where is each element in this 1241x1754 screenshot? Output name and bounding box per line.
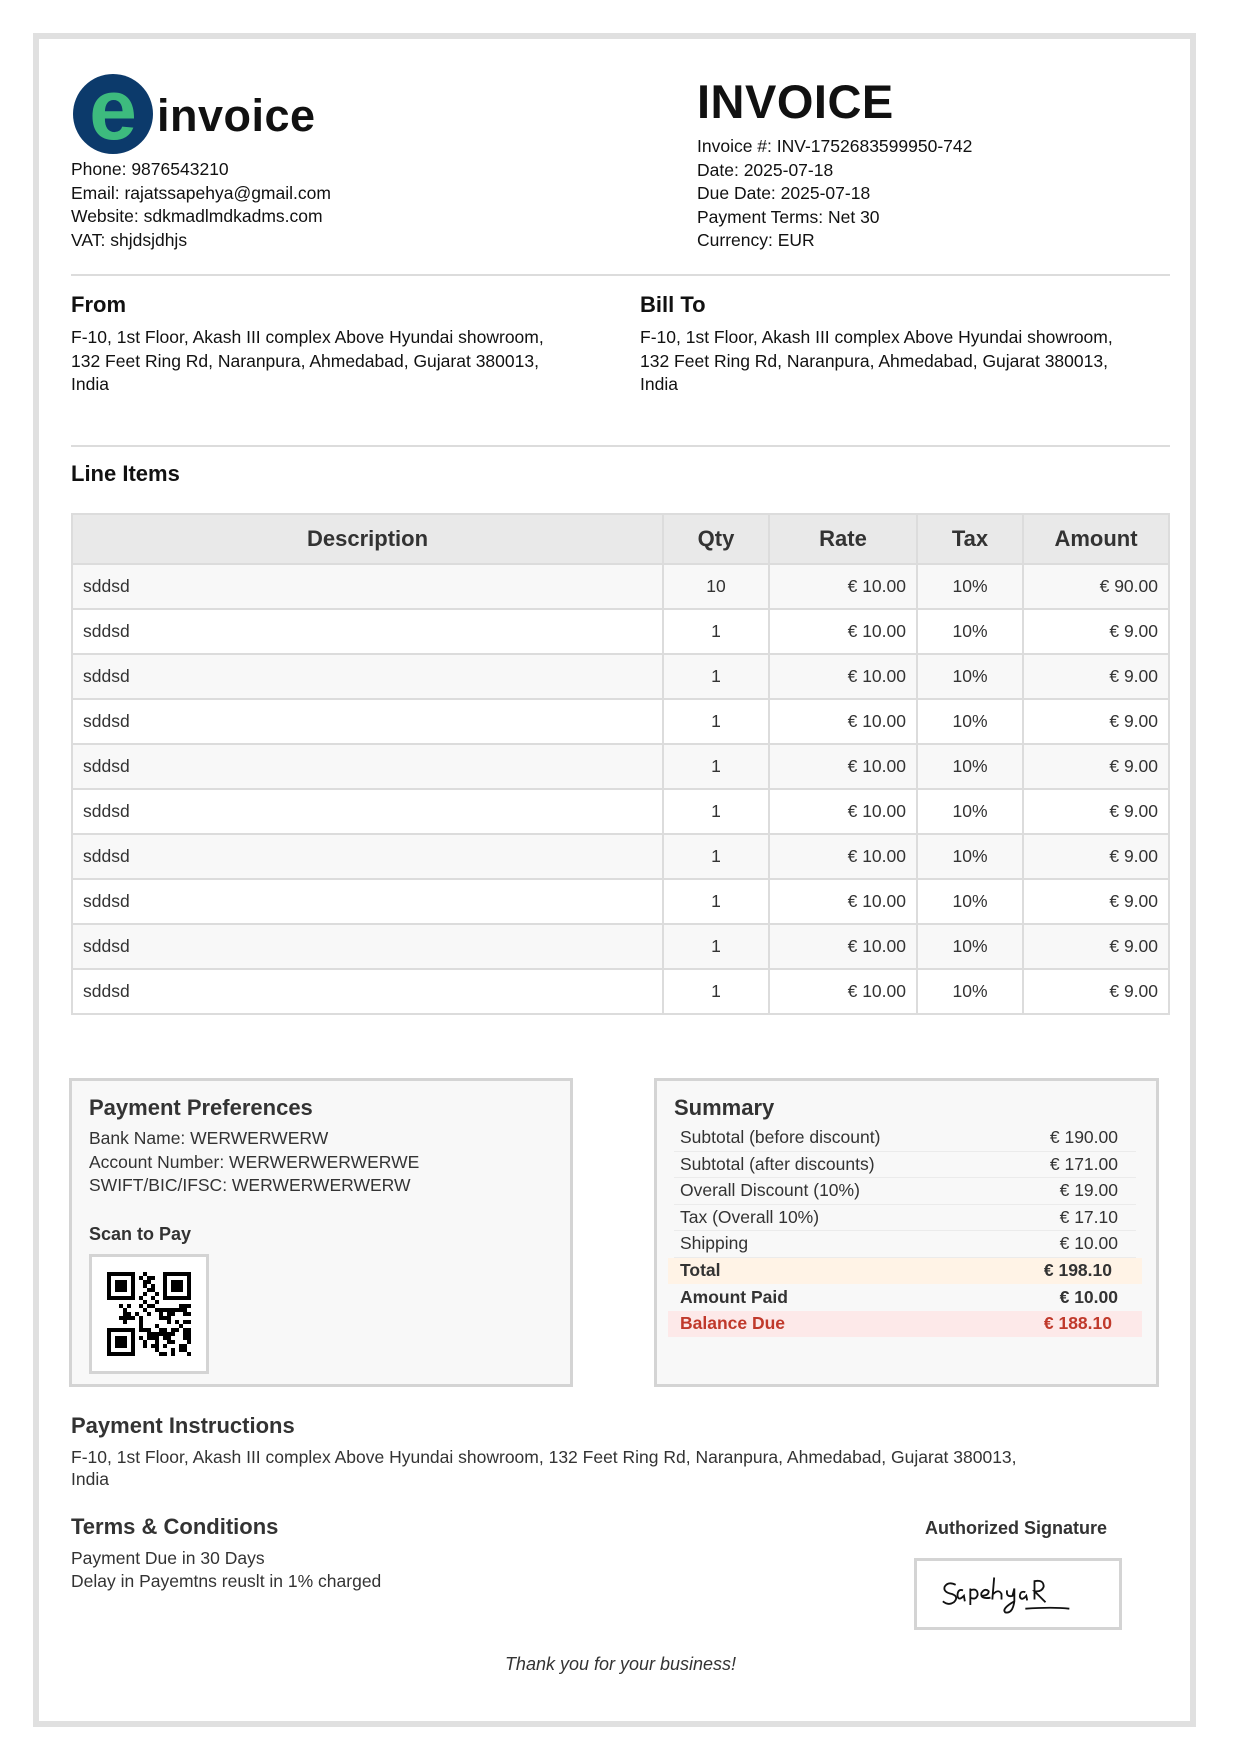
total-label: Total [680,1260,721,1281]
cell-rate: € 10.00 [769,789,917,834]
cell-qty: 1 [663,654,769,699]
summary-box [654,1078,1159,1387]
cell-tax: 10% [917,564,1023,609]
summary-label: Tax (Overall 10%) [680,1206,820,1227]
company-website: Website: sdkmadlmdkadms.com [71,206,323,226]
summary-value: € 17.10 [1059,1206,1118,1227]
payment-instructions-title: Payment Instructions [71,1413,295,1438]
cell-description: sddsd [72,969,663,1014]
from-section [71,292,591,397]
cell-tax: 10% [917,924,1023,969]
cell-rate: € 10.00 [769,879,917,924]
summary-value: € 10.00 [1059,1233,1118,1254]
company-logo [73,72,316,156]
summary-row-balance-due [668,1311,1142,1338]
bill-to-section [640,292,1160,397]
summary-row-shipping [674,1231,1136,1258]
cell-amount: € 9.00 [1023,879,1169,924]
table-row [72,789,1169,834]
column-header-tax: Tax [917,514,1023,564]
table-row [72,969,1169,1014]
logo-circle-icon [73,74,153,154]
column-header-description: Description [72,514,663,564]
account-number: Account Number: WERWERWERWERWE [89,1151,420,1172]
from-address-line: India [71,374,109,394]
invoice-meta [697,135,972,253]
payment-instructions-text: F-10, 1st Floor, Akash III complex Above Hyundai showroom, 132 Feet Ring Rd, Naranpura, Ahmedabad, Gujarat 380013, India [71,1447,1017,1489]
table-row [72,879,1169,924]
amount-paid-value: € 10.00 [1059,1286,1118,1307]
cell-tax: 10% [917,744,1023,789]
cell-tax: 10% [917,654,1023,699]
summary-value: € 171.00 [1049,1153,1118,1174]
cell-tax: 10% [917,789,1023,834]
table-row [72,654,1169,699]
swift-code: SWIFT/BIC/IFSC: WERWERWERWERW [89,1175,411,1195]
cell-qty: 1 [663,744,769,789]
scan-to-pay-label: Scan to Pay [89,1223,192,1244]
invoice-title: INVOICE [697,75,894,128]
summary-label: Subtotal (after discounts) [680,1153,875,1174]
table-row [72,834,1169,879]
cell-tax: 10% [917,699,1023,744]
signature-box [914,1558,1122,1630]
cell-tax: 10% [917,879,1023,924]
line-items-table [71,513,1170,1015]
cell-qty: 1 [663,879,769,924]
table-header-row [72,514,1169,564]
invoice-payment-terms: Payment Terms: Net 30 [697,206,880,227]
summary-row-discount [674,1178,1136,1205]
cell-tax: 10% [917,609,1023,654]
cell-rate: € 10.00 [769,744,917,789]
address-divider [71,445,1170,447]
terms-line: Delay in Payemtns reuslt in 1% charged [71,1570,382,1591]
company-info [71,158,331,252]
column-header-qty: Qty [663,514,769,564]
cell-description: sddsd [72,744,663,789]
invoice-date: Date: 2025-07-18 [697,159,834,180]
column-header-amount: Amount [1023,514,1169,564]
summary-label: Overall Discount (10%) [680,1180,860,1201]
from-address [71,326,591,397]
cell-amount: € 9.00 [1023,789,1169,834]
cell-amount: € 9.00 [1023,654,1169,699]
bill-to-address-line: India [640,374,678,394]
cell-tax: 10% [917,834,1023,879]
signature-image [917,1561,1119,1627]
cell-rate: € 10.00 [769,654,917,699]
company-vat: VAT: shjdsjdhjs [71,229,188,250]
bill-to-address-line: F-10, 1st Floor, Akash III complex Above Hyundai showroom, [640,327,1113,347]
summary-title: Summary [674,1095,775,1120]
cell-qty: 1 [663,969,769,1014]
company-email: Email: rajatssapehya@gmail.com [71,182,331,203]
cell-amount: € 9.00 [1023,834,1169,879]
bill-to-address [640,326,1160,397]
signature-label: Authorized Signature [925,1518,1108,1538]
summary-label: Subtotal (before discount) [680,1127,881,1148]
cell-qty: 1 [663,609,769,654]
cell-tax: 10% [917,969,1023,1014]
summary-rows [674,1125,1136,1337]
balance-due-label: Balance Due [680,1313,786,1334]
table-row [72,924,1169,969]
payment-preferences-box [69,1078,573,1387]
cell-rate: € 10.00 [769,969,917,1014]
cell-qty: 1 [663,924,769,969]
bill-to-title: Bill To [640,292,706,317]
cell-description: sddsd [72,609,663,654]
summary-row-tax [674,1205,1136,1232]
cell-description: sddsd [72,699,663,744]
invoice-currency: Currency: EUR [697,230,815,250]
cell-qty: 10 [663,564,769,609]
summary-value: € 19.00 [1059,1180,1118,1201]
table-row [72,609,1169,654]
cell-qty: 1 [663,699,769,744]
cell-rate: € 10.00 [769,699,917,744]
qr-code-icon [107,1272,191,1356]
summary-row-subtotal-before [674,1125,1136,1152]
cell-amount: € 90.00 [1023,564,1169,609]
terms-line: Payment Due in 30 Days [71,1548,265,1568]
terms-title: Terms & Conditions [71,1514,279,1539]
table-row [72,699,1169,744]
bill-to-address-line: 132 Feet Ring Rd, Naranpura, Ahmedabad, Gujarat 380013, [640,350,1108,371]
thank-you-note: Thank you for your business! [504,1654,737,1674]
summary-value: € 190.00 [1049,1127,1118,1148]
cell-amount: € 9.00 [1023,699,1169,744]
header-divider [71,274,1170,276]
logo-text: invoice [157,90,316,141]
cell-rate: € 10.00 [769,834,917,879]
cell-qty: 1 [663,834,769,879]
cell-qty: 1 [663,789,769,834]
invoice-number: Invoice #: INV-1752683599950-742 [697,136,973,156]
summary-label: Shipping [680,1233,749,1254]
line-items-body [72,564,1169,1014]
company-phone: Phone: 9876543210 [71,159,229,179]
invoice-due-date: Due Date: 2025-07-18 [697,183,871,203]
total-value: € 198.10 [1043,1260,1112,1281]
cell-amount: € 9.00 [1023,609,1169,654]
table-row [72,564,1169,609]
line-items-title: Line Items [71,461,180,486]
cell-amount: € 9.00 [1023,924,1169,969]
cell-rate: € 10.00 [769,609,917,654]
bank-name: Bank Name: WERWERWERW [89,1128,329,1148]
cell-amount: € 9.00 [1023,744,1169,789]
cell-description: sddsd [72,564,663,609]
cell-amount: € 9.00 [1023,969,1169,1014]
balance-due-value: € 188.10 [1043,1313,1112,1334]
cell-rate: € 10.00 [769,564,917,609]
summary-row-subtotal-after [674,1152,1136,1179]
from-address-line: F-10, 1st Floor, Akash III complex Above Hyundai showroom, [71,327,544,347]
terms-text [71,1547,381,1592]
from-title: From [71,292,126,317]
qr-code-frame [89,1254,209,1374]
cell-description: sddsd [72,789,663,834]
cell-description: sddsd [72,834,663,879]
cell-rate: € 10.00 [769,924,917,969]
cell-description: sddsd [72,879,663,924]
summary-row-total [668,1258,1142,1285]
logo-letter: e [89,74,137,154]
column-header-rate: Rate [769,514,917,564]
table-row [72,744,1169,789]
cell-description: sddsd [72,654,663,699]
from-address-line: 132 Feet Ring Rd, Naranpura, Ahmedabad, Gujarat 380013, [71,350,539,371]
amount-paid-label: Amount Paid [680,1286,788,1307]
payment-preferences-title: Payment Preferences [89,1095,313,1120]
cell-description: sddsd [72,924,663,969]
summary-row-amount-paid [674,1284,1136,1311]
